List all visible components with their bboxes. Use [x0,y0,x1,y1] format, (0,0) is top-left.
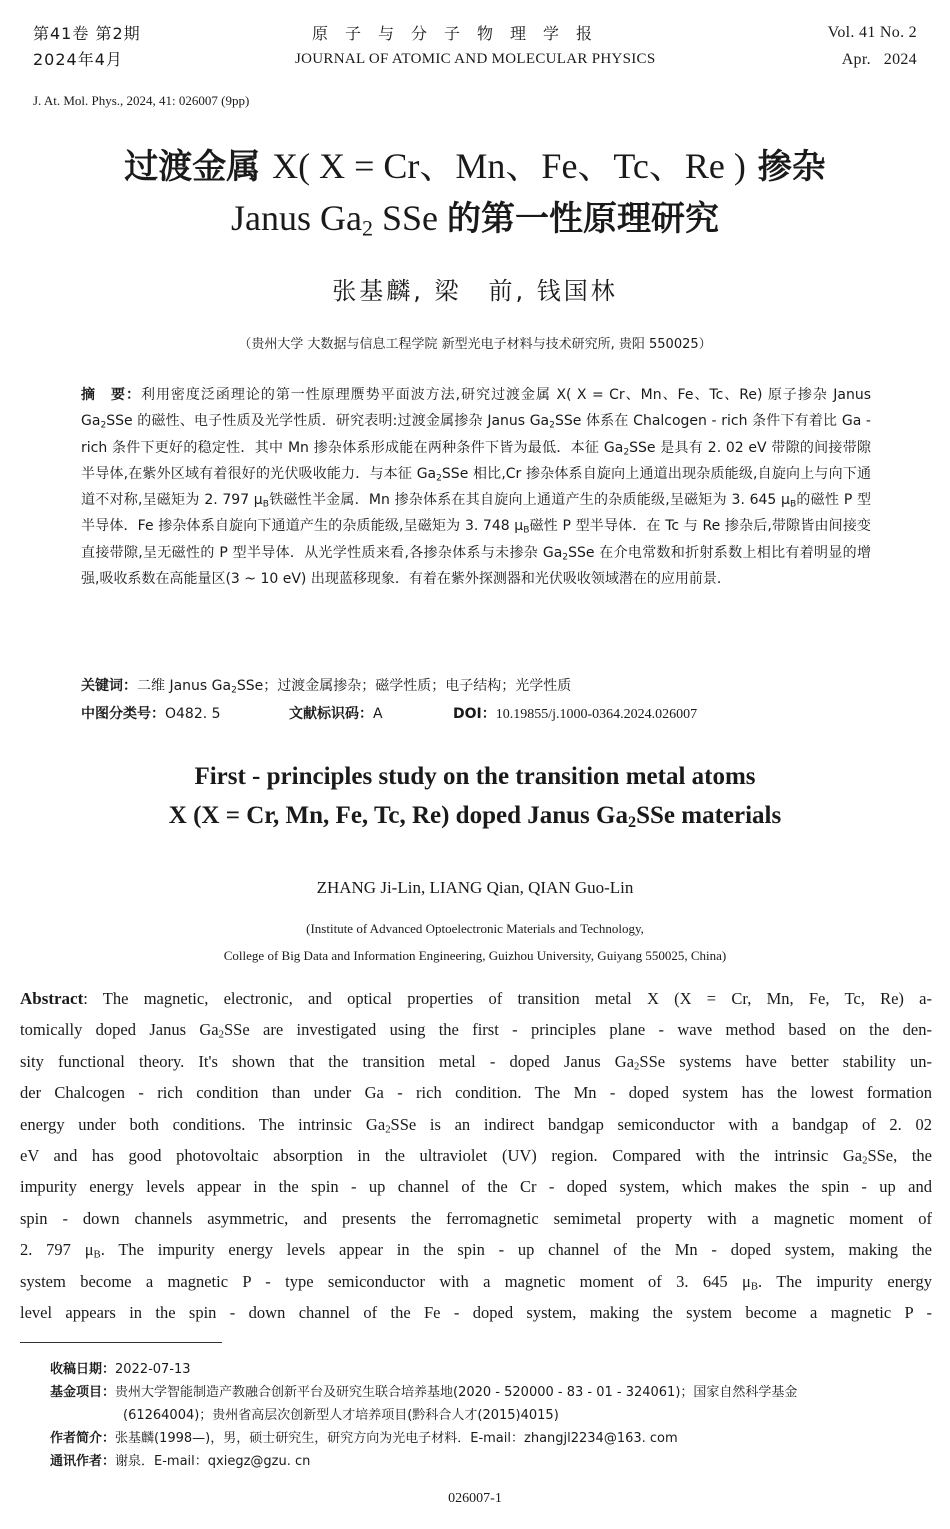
doi-label: DOI： [453,706,496,722]
abstract-en-text: SSe is an indirect bandgap semiconductor with a bandgap of 2. 02 [390,1114,932,1134]
doc-code-value: A [373,706,383,722]
abstract-cn-label: 摘 要： [81,387,141,403]
footnote-fund-cont: (61264004)；贵州省高层次创新型人才培养项目(黔科合人才(2015)4015) [123,1408,559,1423]
header-volume-issue-en: Vol. 41 No. 2 [827,24,917,41]
sub: 2 [218,1029,224,1042]
abstract-en-row [20,983,932,1014]
corr-label: 通讯作者： [50,1454,116,1469]
abstract-cn-text-2: SSe 的磁性、电子性质及光学性质．研究表明:过渡金属掺杂 Janus Ga [106,413,550,430]
affiliation-cn: （贵州大学 大数据与信息工程学院 新型光电子材料与技术研究所, 贵阳 550025） [238,337,712,352]
abstract-en-text: system become a magnetic P - type semiconductor with a magnetic moment of 3. 645 μ [20,1271,751,1291]
abstract-en-text: impurity energy levels appear in the spin - up channel of the Cr - doped system, which makes the spin - up and [20,1177,932,1197]
page-number: 026007-1 [448,1491,502,1506]
title-cn-part-a: 过渡金属 [124,147,261,187]
abstract-en-row [20,1203,932,1234]
abstract-en-text: : The magnetic, electronic, and optical properties of transition metal X (X = Cr, Mn, Fe, Tc, Re) a- [83,989,932,1008]
authors-cn: 张基麟, 梁 前, 钱国林 [332,277,618,305]
sub: B [93,1248,101,1261]
abstract-en-row [20,1234,932,1265]
sub: 2 [862,1154,868,1167]
keywords-text-b: SSe；过渡金属掺杂；磁学性质；电子结构；光学性质 [236,678,572,694]
title-cn-sub: 2 [361,215,373,241]
sub: 2 [436,473,442,484]
abstract-en [20,983,932,1328]
abstract-cn [81,382,871,592]
sub: B [789,499,797,510]
sub: 2 [549,420,555,431]
abstract-en-row [20,1171,932,1202]
sub: 2 [634,1060,640,1073]
abstract-cn-text-3: SSe 体系在 Chalcogen - rich 条件下有着比 Ga - rich 条件下更好的稳定性．其中 Mn 掺杂体系形成能在两种条件下皆为最低．本征 Ga [81,413,871,456]
title-cn-line2 [0,194,950,243]
keywords-cn [81,675,571,695]
header-journal-en: JOURNAL OF ATOMIC AND MOLECULAR PHYSICS [295,51,656,67]
sub: 2 [231,685,237,696]
abstract-en-row [20,1140,932,1171]
meta-cn [81,703,697,723]
title-en-line2-b: SSe materials [636,802,782,829]
abstract-en-text: der Chalcogen - rich condition than under Ga - rich condition. The Mn - doped system has the lowest formation [20,1083,932,1103]
abstract-en-text: . The impurity energy [758,1271,932,1291]
abstract-cn-text-4: SSe 是具有 2. 02 eV 带隙的间接带隙半导体,在紫外区域有着很好的光伏吸收能力．与本征 Ga [81,439,871,482]
corr-value: 谢泉．E-mail：qxiegz@gzu. cn [115,1454,311,1469]
footnote-received [50,1358,935,1381]
title-cn-line1 [0,142,950,191]
title-cn-part-c: 掺杂 [757,147,826,187]
fund-value: 贵州大学智能制造产教融合创新平台及研究生联合培养基地(2020 - 520000 - 83 - 01 - 324061)；国家自然科学基金 [115,1385,798,1400]
affiliation-en-line2: College of Big Data and Information Engineering, Guizhou University, Guiyang 550025, China) [223,948,727,963]
abstract-cn-text-1: 利用密度泛函理论的第一性原理赝势平面波方法,研究过渡金属 X( X = Cr、Mn、Fe、Tc、Re) 原子掺杂 Janus Ga [81,387,872,430]
abstract-en-row [20,1266,932,1297]
footnote-fund [50,1381,935,1404]
citation: J. At. Mol. Phys., 2024, 41: 026007 (9pp) [33,93,250,108]
doc-code-label: 文献标识码： [289,706,373,722]
abstract-en-row [20,1109,932,1140]
header-date-cn: 2024年4月 [33,50,123,69]
authors-en: ZHANG Ji-Lin, LIANG Qian, QIAN Guo-Lin [316,878,634,897]
clc-value: O482. 5 [165,706,221,722]
footnote-author [50,1427,935,1450]
title-cn-sse: SSe [372,198,447,238]
footnote-corresponding [50,1450,935,1473]
abstract-en-label: Abstract [20,989,84,1008]
header-date-en: Apr. 2024 [841,51,917,68]
header-journal-cn: 原子与分子物理学报 [312,24,610,43]
abstract-cn-text-8: 磁性 P 型半导体．在 Tc 与 Re 掺杂后,带隙皆由间接变直接带隙,呈无磁性的 P 型半导体．从光学性质来看,各掺杂体系与未掺杂 Ga [81,518,871,561]
sub: 2 [623,446,630,457]
clc-label: 中图分类号： [81,706,165,722]
sub: B [750,1280,759,1293]
abstract-cn-text-7: 的磁性 P 型半导体．Fe 掺杂体系自旋向下通道产生的杂质能级,呈磁矩为 3. 748 μ [81,492,871,535]
title-en-line2-a: X (X = Cr, Mn, Fe, Tc, Re) doped Janus Ga [168,802,628,829]
abstract-en-text: 2. 797 μ [20,1240,94,1260]
abstract-en-row [20,1297,932,1328]
received-label: 收稿日期： [50,1362,116,1377]
abstract-en-row [20,1014,932,1045]
keywords-label: 关键词： [81,678,137,694]
fund-label: 基金项目： [50,1385,116,1400]
title-cn-part-b: X( X = Cr、Mn、Fe、Tc、Re ) [272,146,746,186]
sub: 2 [385,1123,391,1136]
abstract-en-text: . The impurity energy levels appear in the spin - up channel of the Mn - doped system, making the [100,1240,932,1260]
abstract-en-text: eV and has good photovoltaic absorption in the ultraviolet (UV) region. Compared with the intrinsic Ga [20,1146,863,1166]
sub: B [523,525,530,536]
title-en-line2 [0,796,950,836]
title-cn-part-d: 的第一性原理研究 [447,199,719,239]
footnote-divider [20,1342,222,1343]
title-cn-janus: Janus Ga [230,198,362,238]
doi-link[interactable]: 10.19855/j.1000-0364.2024.026007 [495,707,698,722]
author-value: 张基麟(1998—)，男，硕士研究生，研究方向为光电子材料．E-mail：zhangjl2234@163. com [115,1431,678,1446]
abstract-en-text: level appears in the spin - down channel of the Fe - doped system, making the system become a magnetic P - [20,1303,932,1323]
abstract-en-text: SSe are investigated using the first - principles plane - wave method based on the den- [223,1020,932,1040]
keywords-text-a: 二维 Janus Ga [137,678,232,694]
abstract-en-text: SSe, the [867,1146,932,1166]
sub: 2 [100,420,107,431]
affiliation-en-line1: (Institute of Advanced Optoelectronic Materials and Technology, [306,921,644,936]
abstract-cn-text-9: SSe 在介电常数和折射系数上相比有着明显的增强,吸收系数在高能量区(3 ~ 10 eV) 出现蓝移现象．有着在紫外探测器和光伏吸收领域潜在的应用前景． [81,544,871,588]
received-value: 2022-07-13 [115,1362,191,1377]
abstract-en-text: tomically doped Janus Ga [20,1020,219,1040]
header-volume-issue-cn: 第41卷 第2期 [33,24,141,43]
abstract-en-text: energy under both conditions. The intrinsic Ga [20,1114,386,1134]
author-label: 作者简介： [50,1431,116,1446]
sub: 2 [627,813,637,832]
abstract-en-text: spin - down channels asymmetric, and presents the ferromagnetic semimetal property with a magnetic moment of [20,1208,932,1228]
abstract-cn-text-5: SSe 相比,Cr 掺杂体系自旋向上通道出现杂质能级,自旋向上与向下通道不对称,呈磁矩为 2. 797 μ [81,465,872,509]
sub: 2 [562,552,569,563]
abstract-en-row [20,1046,932,1077]
abstract-en-row [20,1077,932,1108]
sub: B [262,499,269,510]
abstract-en-text: SSe systems have better stability un- [639,1051,932,1071]
title-en-line1: First - principles study on the transition metal atoms [194,763,756,790]
abstract-cn-text-6: 铁磁性半金属．Mn 掺杂体系在其自旋向上通道产生的杂质能级,呈磁矩为 3. 645 μ [268,492,790,509]
abstract-en-text: sity functional theory. It's shown that the transition metal - doped Janus Ga [20,1051,635,1071]
